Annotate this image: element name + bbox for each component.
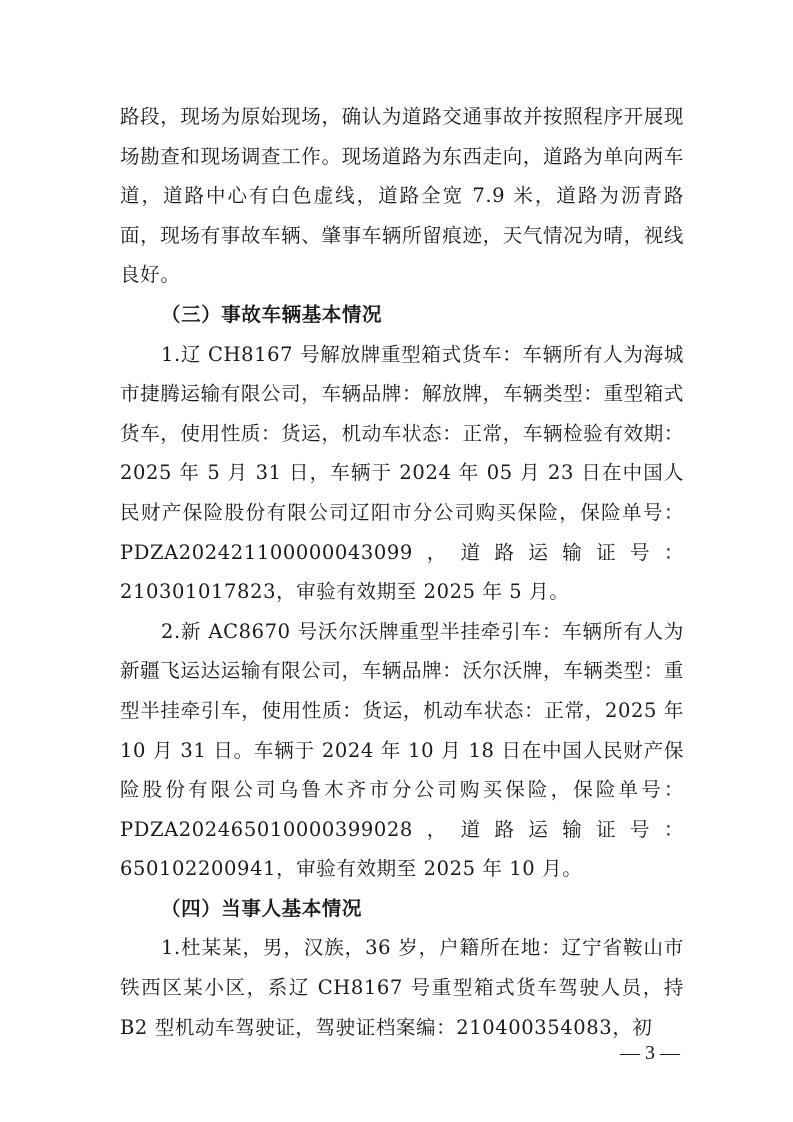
paragraph-vehicle-2: 2.新 AC8670 号沃尔沃牌重型半挂牵引车：车辆所有人为新疆飞运达运输有限公司，车辆品牌：沃尔沃牌，车辆类型：重型半挂牵引车，使用性质：货运，机动车状态：正常，2025 年 10 月 31 日。车辆于 2024 年 10 月 18 日在中国人民财产保险股份有限公司乌鲁木齐市分公司购买保险，保险单号：PDZA202465010000399028，道路运输证号：650102200941，审验有效期至 2025 年 10 月。 bbox=[120, 619, 684, 881]
paragraph-vehicle-1: 1.辽 CH8167 号解放牌重型箱式货车：车辆所有人为海城市捷腾运输有限公司，车辆品牌：解放牌，车辆类型：重型箱式货车，使用性质：货运，机动车状态：正常，车辆检验有效期：2025 年 5 月 31 日，车辆于 2024 年 05 月 23 日在中国人民财产保险股份有限公司辽阳市分公司购买保险，保险单号：PDZA202421100000043099，道路运输证号：210301017823，审验有效期至 2025 年 5 月。 bbox=[120, 342, 684, 604]
section-heading-parties: （四）当事人基本情况 bbox=[161, 896, 363, 920]
page-number: — 3 — bbox=[620, 1042, 680, 1064]
paragraph-party-1: 1.杜某某，男，汉族，36 岁，户籍所在地：辽宁省鞍山市铁西区某小区，系辽 CH8167 号重型箱式货车驾驶人员，持 B2 型机动车驾驶证，驾驶证档案编：210400354083，初 bbox=[120, 936, 684, 1039]
document-page bbox=[120, 97, 684, 1047]
section-heading-vehicles: （三）事故车辆基本情况 bbox=[161, 302, 383, 326]
paragraph-scene-description: 路段，现场为原始现场，确认为道路交通事故并按照程序开展现场勘查和现场调查工作。现场道路为东西走向，道路为单向两车道，道路中心有白色虚线，道路全宽 7.9 米，道路为沥青路面，现场有事故车辆、肇事车辆所留痕迹，天气情况为晴，视线良好。 bbox=[120, 105, 684, 287]
